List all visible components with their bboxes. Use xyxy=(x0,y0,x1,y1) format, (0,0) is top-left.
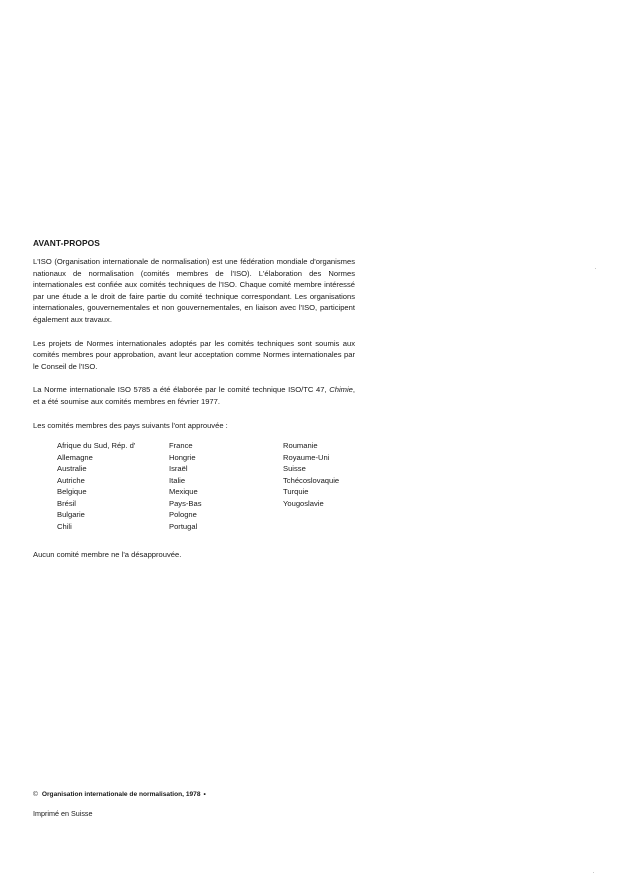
country-name: Afrique du Sud, Rép. d' xyxy=(57,441,136,451)
paragraph-3-text-before: La Norme internationale ISO 5785 a été élaborée par le comité technique ISO/TC 47, xyxy=(33,385,330,395)
paragraph-3-text-after: , et a été soumise aux comités membres en février 1977. xyxy=(33,385,355,406)
country-name: Royaume-Uni xyxy=(283,452,330,462)
country-name: Pologne xyxy=(169,510,197,520)
countries-column-3 xyxy=(283,440,339,509)
approval-intro: Les comités membres des pays suivants l'ont approuvée : xyxy=(33,420,228,430)
country-name: Mexique xyxy=(169,487,198,497)
country-name: Brésil xyxy=(57,498,76,508)
countries-column-2 xyxy=(169,440,202,532)
country-name: Autriche xyxy=(57,475,85,485)
country-name: Yougoslavie xyxy=(283,498,324,508)
foreword-section xyxy=(33,238,355,561)
copyright-text: Organisation internationale de normalisation, 1978 xyxy=(41,791,201,798)
country-name: Chili xyxy=(57,521,72,531)
country-name: Australie xyxy=(57,464,87,474)
country-name: Bulgarie xyxy=(57,510,85,520)
foreword-heading: AVANT-PROPOS xyxy=(33,238,100,248)
scan-speck xyxy=(595,268,596,269)
committee-name-italic: Chimie xyxy=(329,385,353,395)
copyright-mark: • xyxy=(203,791,206,798)
country-name: Pays-Bas xyxy=(169,498,202,508)
foreword-paragraph-1: L'ISO (Organisation internationale de normalisation) est une fédération mondiale d'organismes nationaux de normalisation (comités membres de l'ISO). L'élaboration des Normes internationales est confiée aux comités techniques de l'ISO. Chaque comité membre intéressé par une étude a le droit de faire partie du comité technique correspondant. Les organisations internationales, gouvernementales et non gouvernementales, en liaison avec l'ISO, participent également aux travaux. xyxy=(33,257,355,324)
country-name: Hongrie xyxy=(169,452,196,462)
copyright-icon: © xyxy=(33,791,38,798)
country-name: Belgique xyxy=(57,487,87,497)
foreword-paragraph-3 xyxy=(33,384,355,407)
foreword-paragraph-2: Les projets de Normes internationales adoptés par les comités techniques sont soumis aux comités membres pour approbation, avant leur acceptation comme Normes internationales par le Conseil de l'ISO. xyxy=(33,338,355,371)
country-name: Israël xyxy=(169,464,188,474)
country-name: Portugal xyxy=(169,521,198,531)
country-name: France xyxy=(169,441,193,451)
countries-column-1 xyxy=(57,440,135,532)
country-name: Turquie xyxy=(283,487,309,497)
country-name: Roumanie xyxy=(283,441,318,451)
scan-speck xyxy=(593,872,594,873)
copyright-line xyxy=(33,790,206,800)
disapproval-statement: Aucun comité membre ne l'a désapprouvée. xyxy=(33,550,182,560)
country-name: Suisse xyxy=(283,464,306,474)
printed-in: Imprimé en Suisse xyxy=(33,809,93,818)
country-name: Allemagne xyxy=(57,452,93,462)
country-name: Tchécoslovaquie xyxy=(283,475,340,485)
country-name: Italie xyxy=(169,475,186,485)
approving-countries-list xyxy=(57,440,355,536)
